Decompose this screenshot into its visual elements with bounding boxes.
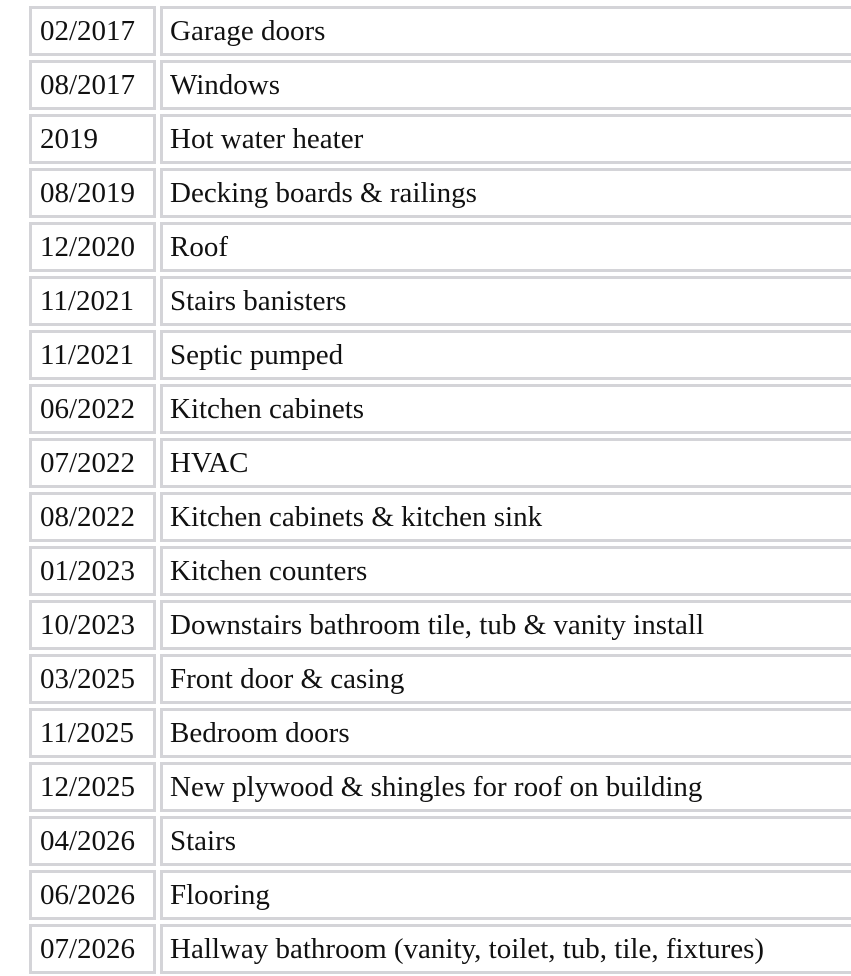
table-row: [29, 814, 851, 868]
item-cell: Front door & casing: [160, 654, 851, 704]
item-cell: Stairs: [160, 816, 851, 866]
table-row: [29, 4, 851, 58]
item-cell: New plywood & shingles for roof on building: [160, 762, 851, 812]
date-cell: 12/2020: [29, 222, 156, 272]
item-cell: HVAC: [160, 438, 851, 488]
table-row: [29, 436, 851, 490]
table-row: [29, 112, 851, 166]
table-row: [29, 760, 851, 814]
item-cell: Windows: [160, 60, 851, 110]
table-row: [29, 706, 851, 760]
item-cell: Kitchen cabinets: [160, 384, 851, 434]
item-cell: Hot water heater: [160, 114, 851, 164]
date-cell: 2019: [29, 114, 156, 164]
table-row: [29, 220, 851, 274]
date-cell: 07/2026: [29, 924, 156, 974]
table-row: [29, 328, 851, 382]
table-row: [29, 922, 851, 976]
renovation-table: [29, 4, 851, 976]
date-cell: 04/2026: [29, 816, 156, 866]
date-cell: 03/2025: [29, 654, 156, 704]
date-cell: 06/2022: [29, 384, 156, 434]
item-cell: Kitchen counters: [160, 546, 851, 596]
date-cell: 08/2019: [29, 168, 156, 218]
date-cell: 08/2022: [29, 492, 156, 542]
table-row: [29, 490, 851, 544]
table-row: [29, 544, 851, 598]
date-cell: 06/2026: [29, 870, 156, 920]
item-cell: Garage doors: [160, 6, 851, 56]
item-cell: Kitchen cabinets & kitchen sink: [160, 492, 851, 542]
date-cell: 08/2017: [29, 60, 156, 110]
date-cell: 11/2021: [29, 276, 156, 326]
date-cell: 12/2025: [29, 762, 156, 812]
table-row: [29, 598, 851, 652]
item-cell: Hallway bathroom (vanity, toilet, tub, tile, fixtures): [160, 924, 851, 974]
table-row: [29, 166, 851, 220]
date-cell: 01/2023: [29, 546, 156, 596]
table-row: [29, 652, 851, 706]
table-row: [29, 868, 851, 922]
item-cell: Flooring: [160, 870, 851, 920]
date-cell: 11/2021: [29, 330, 156, 380]
table-row: [29, 58, 851, 112]
date-cell: 10/2023: [29, 600, 156, 650]
date-cell: 11/2025: [29, 708, 156, 758]
item-cell: Stairs banisters: [160, 276, 851, 326]
table-row: [29, 274, 851, 328]
table-row: [29, 382, 851, 436]
item-cell: Septic pumped: [160, 330, 851, 380]
item-cell: Roof: [160, 222, 851, 272]
date-cell: 02/2017: [29, 6, 156, 56]
item-cell: Bedroom doors: [160, 708, 851, 758]
item-cell: Downstairs bathroom tile, tub & vanity install: [160, 600, 851, 650]
date-cell: 07/2022: [29, 438, 156, 488]
item-cell: Decking boards & railings: [160, 168, 851, 218]
